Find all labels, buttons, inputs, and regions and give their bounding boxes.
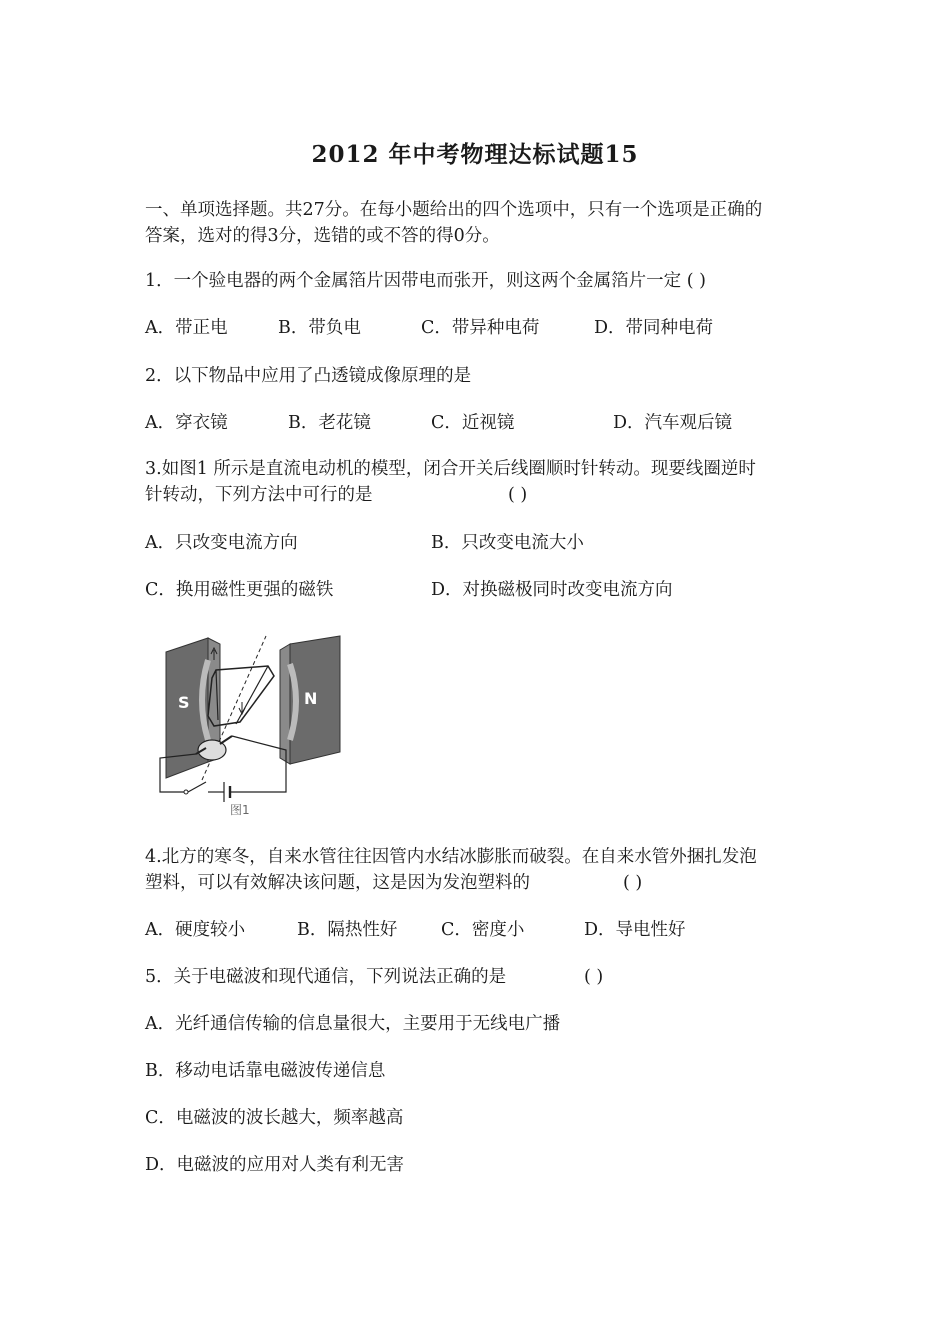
question-5-option-a: A．光纤通信传输的信息量很大，主要用于无线电广播 (145, 1014, 561, 1034)
question-2-stem: 2．以下物品中应用了凸透镜成像原理的是 (145, 366, 472, 386)
question-4-option-d: D．导电性好 (584, 920, 686, 940)
question-2-option-a: A．穿衣镜 (145, 413, 228, 433)
question-4-stem-line1: 4.北方的寒冬，自来水管往往因管内水结冰膨胀而破裂。在自来水管外捆扎发泡 (145, 847, 757, 867)
question-1-option-a: A．带正电 (145, 318, 228, 338)
question-1-option-b: B．带负电 (278, 318, 361, 338)
question-4-option-a: A．硬度较小 (145, 920, 246, 940)
dc-motor-diagram (148, 630, 348, 820)
question-5-stem: 5．关于电磁波和现代通信，下列说法正确的是 (145, 967, 507, 987)
question-5-option-c: C．电磁波的波长越大，频率越高 (145, 1108, 404, 1128)
section-instructions-line1: 一、单项选择题。共27分。在每小题给出的四个选项中，只有一个选项是正确的 (145, 200, 763, 220)
question-3-option-b: B．只改变电流大小 (431, 533, 584, 553)
section-instructions-line2: 答案，选对的得3分，选错的或不答的得0分。 (145, 226, 500, 246)
magnet-n-side (280, 644, 290, 764)
question-1-option-c: C．带异种电荷 (421, 318, 540, 338)
question-2-option-d: D．汽车观后镜 (613, 413, 733, 433)
question-3-answer-paren: ( ) (508, 485, 528, 505)
question-1-option-d: D．带同种电荷 (594, 318, 714, 338)
question-3-stem-line2: 针转动，下列方法中可行的是 (145, 485, 373, 505)
page-title: 2012 年中考物理达标试题15 (311, 141, 639, 168)
question-4-option-b: B．隔热性好 (297, 920, 398, 940)
question-2-option-c: C．近视镜 (431, 413, 515, 433)
circuit-wire-right (230, 736, 286, 792)
figure-caption: 图1 (230, 803, 250, 817)
figure-1-dc-motor (148, 630, 348, 820)
switch-terminal (184, 790, 188, 794)
pole-label-n: N (304, 689, 318, 708)
question-4-answer-paren: ( ) (623, 873, 643, 893)
question-4-option-c: C．密度小 (441, 920, 525, 940)
question-3-option-c: C．换用磁性更强的磁铁 (145, 580, 334, 600)
question-5-answer-paren: ( ) (584, 967, 604, 987)
question-4-stem-line2: 塑料，可以有效解决该问题，这是因为发泡塑料的 (145, 873, 530, 893)
question-5-option-b: B．移动电话靠电磁波传递信息 (145, 1061, 386, 1081)
question-3-option-a: A．只改变电流方向 (145, 533, 298, 553)
question-5-option-d: D．电磁波的应用对人类有利无害 (145, 1155, 405, 1175)
pole-label-s: S (178, 693, 190, 712)
question-3-option-d: D．对换磁极同时改变电流方向 (431, 580, 673, 600)
question-1-stem: 1．一个验电器的两个金属箔片因带电而张开，则这两个金属箔片一定 ( ) (145, 271, 706, 291)
question-2-option-b: B．老花镜 (288, 413, 371, 433)
switch (188, 782, 206, 792)
question-3-stem-line1: 3.如图1 所示是直流电动机的模型，闭合开关后线圈顺时针转动。现要线圈逆时 (145, 459, 756, 479)
